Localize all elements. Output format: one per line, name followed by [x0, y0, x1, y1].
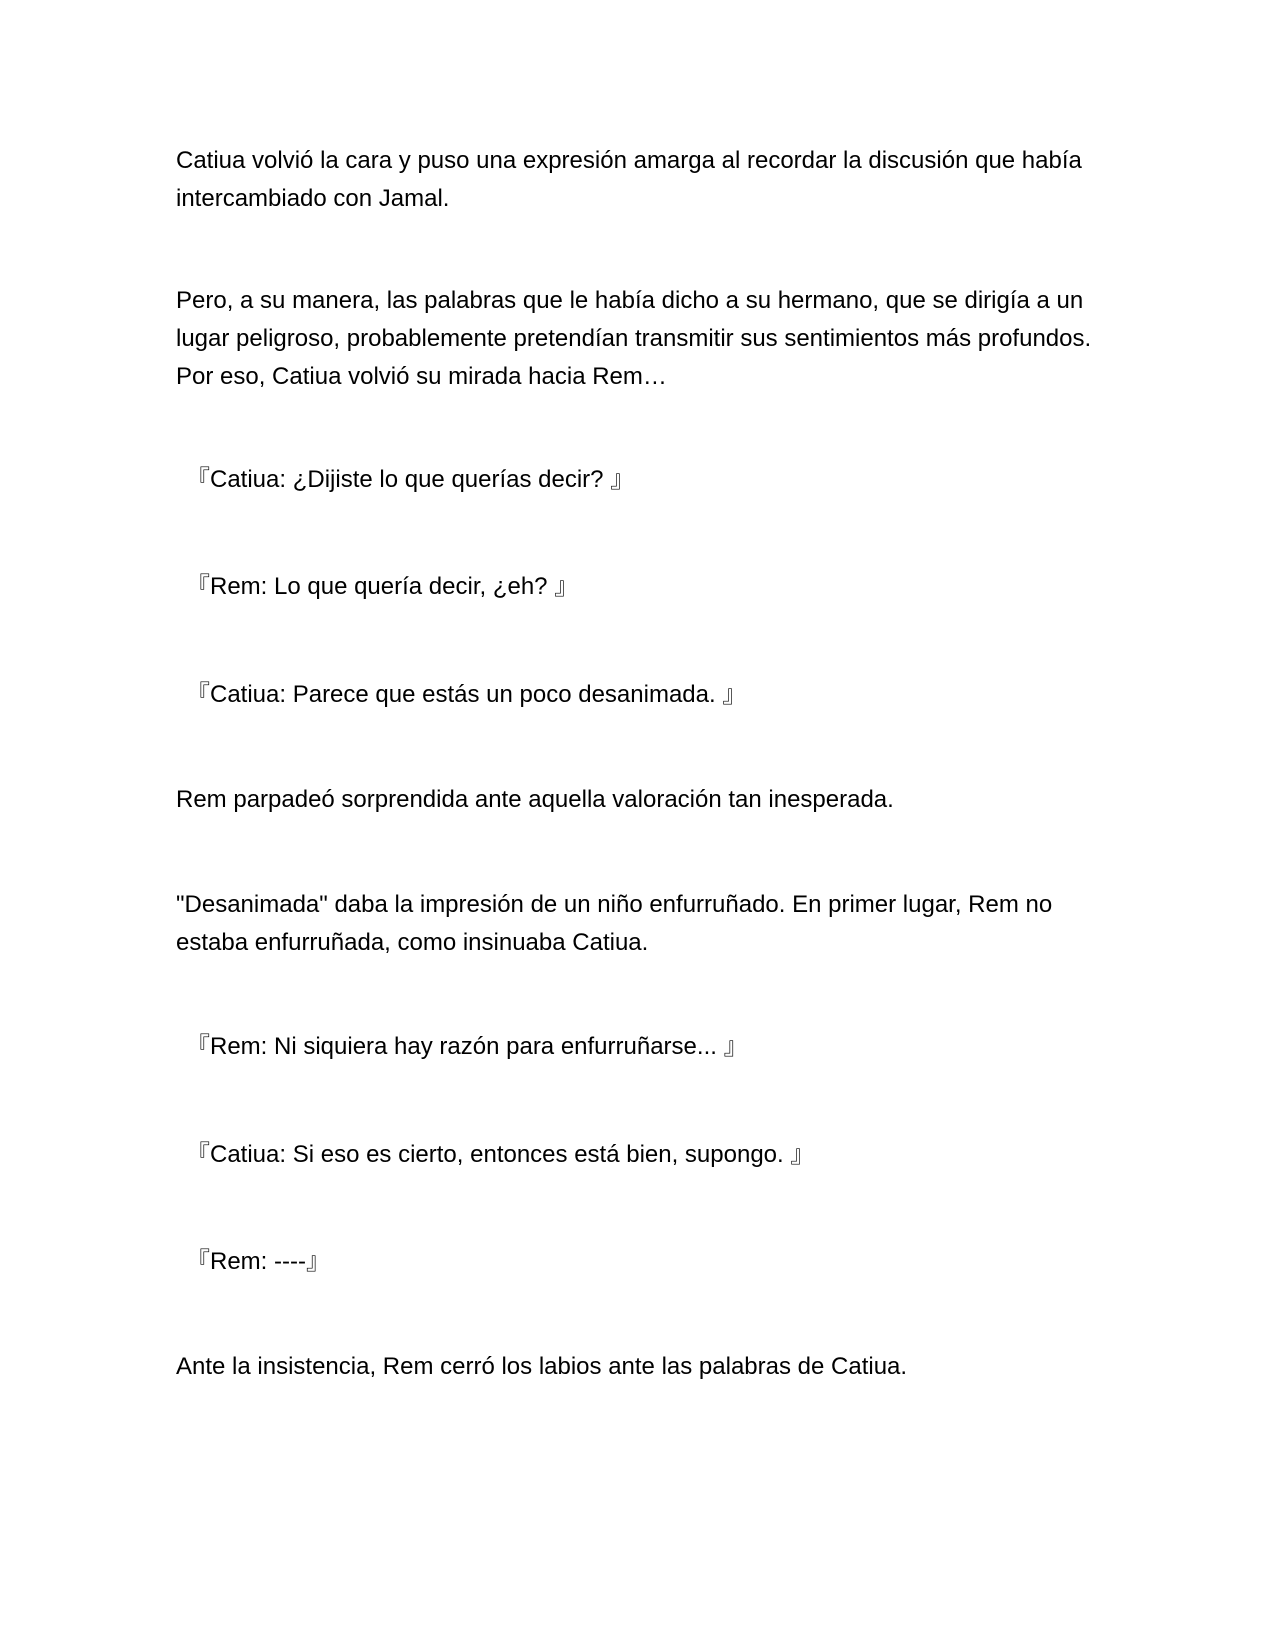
dialogue-line-1: 『Catiua: ¿Dijiste lo que querías decir? 』 — [186, 466, 635, 493]
paragraph-3: Rem parpadeó sorprendida ante aquella valoración tan inesperada. — [176, 786, 894, 813]
dialogue-line-6: 『Rem: ----』 — [186, 1248, 330, 1275]
paragraph-2: Pero, a su manera, las palabras que le había dicho a su hermano, que se dirigía a un lugar peligroso, probablemente pretendían transmitir sus sentimientos más profundos. Por eso, Catiua volvió su mirada hacia Rem… — [176, 287, 1092, 390]
dialogue-line-2: 『Rem: Lo que quería decir, ¿eh? 』 — [186, 573, 579, 600]
paragraph-1: Catiua volvió la cara y puso una expresión amarga al recordar la discusión que había intercambiado con Jamal. — [176, 147, 1082, 212]
dialogue-line-5: 『Catiua: Si eso es cierto, entonces está bien, supongo. 』 — [186, 1141, 815, 1168]
paragraph-5: Ante la insistencia, Rem cerró los labios ante las palabras de Catiua. — [176, 1353, 908, 1380]
paragraph-4: "Desanimada" daba la impresión de un niño enfurruñado. En primer lugar, Rem no estaba enfurruñada, como insinuaba Catiua. — [176, 891, 1053, 956]
dialogue-line-3: 『Catiua: Parece que estás un poco desanimada. 』 — [186, 681, 747, 708]
dialogue-line-4: 『Rem: Ni siquiera hay razón para enfurruñarse... 』 — [186, 1033, 748, 1060]
